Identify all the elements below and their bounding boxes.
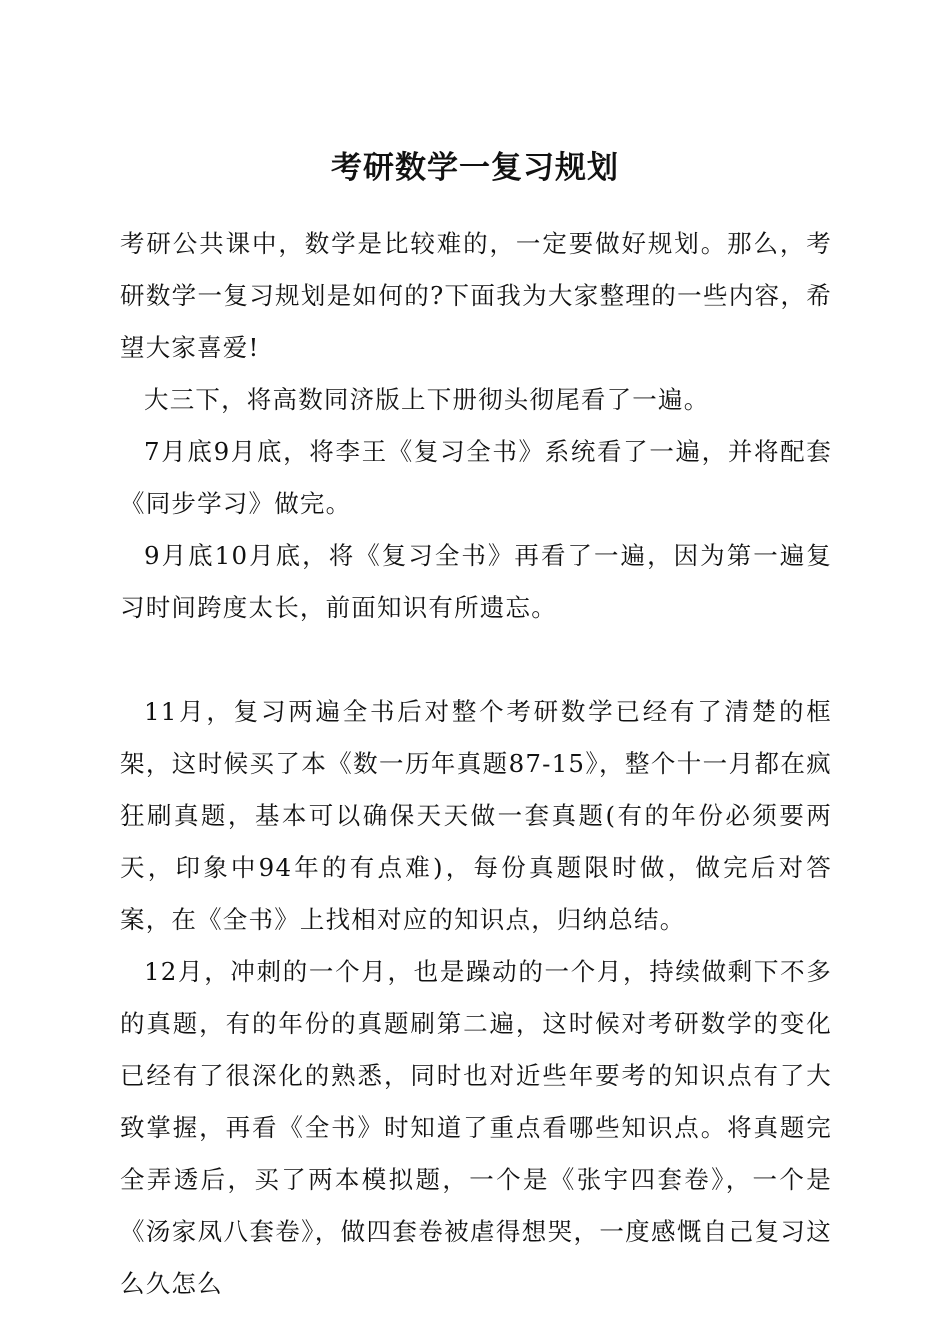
paragraph-july-september: 7月底9月底，将李王《复习全书》系统看了一遍，并将配套《同步学习》做完。 — [120, 437, 832, 518]
document-body — [120, 218, 832, 1310]
paragraph-spacer — [120, 634, 832, 686]
paragraph-junior-spring: 大三下，将高数同济版上下册彻头彻尾看了一遍。 — [144, 385, 710, 414]
paragraph-september-october: 9月底10月底，将《复习全书》再看了一遍，因为第一遍复习时间跨度太长，前面知识有所遗忘。 — [120, 541, 832, 622]
paragraph-december: 12月，冲刺的一个月，也是躁动的一个月，持续做剩下不多的真题，有的年份的真题刷第二遍，这时候对考研数学的变化已经有了很深化的熟悉，同时也对近些年要考的知识点有了大致掌握，再看《全书》时知道了重点看哪些知识点。将真题完全弄透后，买了两本模拟题，一个是《张宇四套卷》，一个是《汤家凤八套卷》，做四套卷被虐得想哭，一度感慨自己复习这么久怎么 — [120, 957, 832, 1298]
document-title: 考研数学一复习规划 — [331, 150, 619, 186]
paragraph-november: 11月，复习两遍全书后对整个考研数学已经有了清楚的框架，这时候买了本《数一历年真题87-15》，整个十一月都在疯狂刷真题，基本可以确保天天做一套真题(有的年份必须要两天，印象中94年的有点难)，每份真题限时做，做完后对答案，在《全书》上找相对应的知识点，归纳总结。 — [120, 697, 832, 934]
paragraph-intro: 考研公共课中，数学是比较难的，一定要做好规划。那么，考研数学一复习规划是如何的?下面我为大家整理的一些内容，希望大家喜爱! — [120, 229, 832, 362]
